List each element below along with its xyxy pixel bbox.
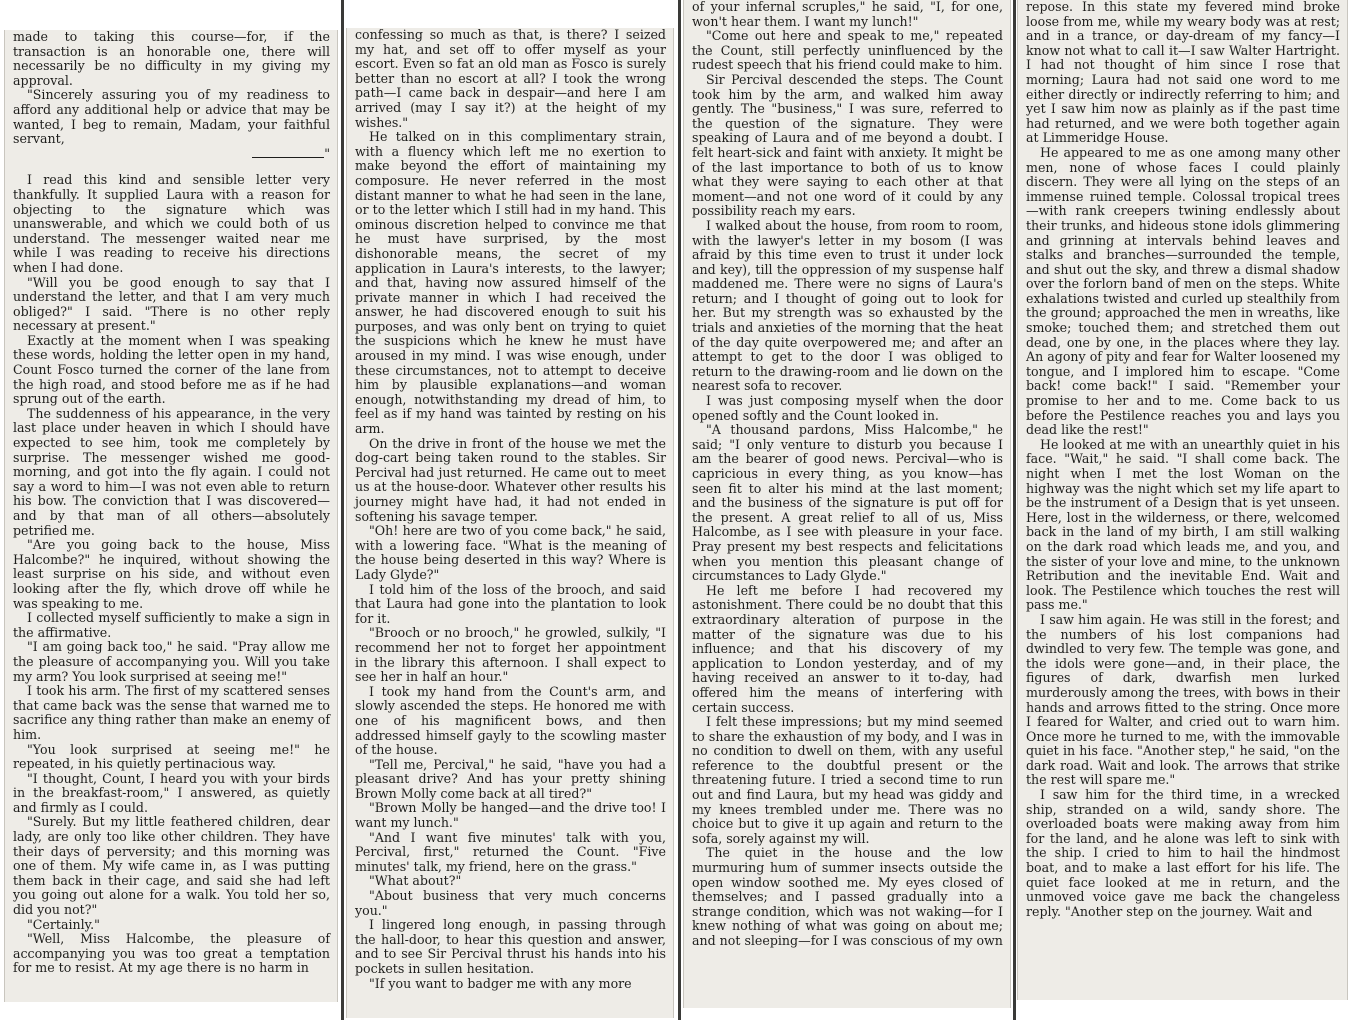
signature-line: " (13, 147, 330, 162)
paragraph: He looked at me with an unearthly quiet in his face. "Wait," he said. "I shall come back. The night when I met the lost Woman on the highway was the night which set my life apart to be the instrument of a Design that is yet unseen. Here, lost in the wilderness, or there, welcomed back in the land of my birth, I am still walking on the dark road which leads me, and you, and the sister of your love and mine, to the unknown Retribution and the inevitable End. Wait and look. The Pestilence which touches the rest will pass me." (1026, 436, 1340, 613)
signature-blank (252, 157, 324, 158)
paragraph: "If you want to badger me with any more (369, 975, 632, 991)
paragraph: made to taking this course—for, if the transaction is an honorable one, there will necessarily be no difficulty in my giving my approval. (13, 30, 330, 88)
paragraph: of your infernal scruples," he said, "I, for one, won't hear them. I want my lunch!" (692, 0, 1003, 29)
paragraph: He talked on in this complimentary strain, with a fluency which left me no exertion to make beyond the effort of maintaining my composure. He never referred in the most distant manner to what he had seen in the lane, or to the letter which I still had in my hand. This ominous discretion helped to convince me that he must have surprised, by the most dishonorable means, the secret of my application in Laura's interests, to the lawyer; and that, having now assured himself of the private manner in which I had received the answer, he had discovered enough to suit his purposes, and was only bent on trying to quiet the suspicions which he knew he must have aroused in my mind. I was wise enough, under these circumstances, not to attempt to deceive him by plausible explanations—and woman enough, notwithstanding my dread of him, to feel as if my hand was tainted by resting on his arm. (355, 129, 666, 437)
paragraph: "Well, Miss Halcombe, the pleasure of accompanying you was too great a temptation for me to resist. At my age there is no harm in (13, 931, 330, 976)
paragraph: I lingered long enough, in passing through the hall-door, to hear this question and answer, and to see Sir Percival thrust his hands into his pockets in sullen hesitation. (355, 917, 666, 976)
paragraph: "Certainly." (27, 916, 100, 932)
paragraph: "You look surprised at seeing me!" he repeated, in his quietly pertinacious way. (13, 741, 330, 772)
paragraph: "And I want five minutes' talk with you, Percival, first," returned the Count. "Five minutes' talk, my friend, here on the grass." (355, 829, 666, 874)
paragraph: "Brown Molly be hanged—and the drive too! I want my lunch." (355, 800, 666, 831)
column-rule (341, 0, 344, 1020)
paragraph: I saw him for the third time, in a wrecked ship, stranded on a wild, sandy shore. The overloaded boats were making away from him for the land, and he alone was left to sink with the ship. I cried to him to hail the hindmost boat, and to make a last effort for his life. The quiet face looked at me in return, and the unmoved voice gave me back the changeless reply. "Another step on the journey. Wait and (1026, 787, 1340, 919)
paragraph: "I am going back too," he said. "Pray allow me the pleasure of accompanying you. Will you take my arm? You look surprised at seeing me!" (13, 639, 330, 684)
column-rule (1013, 0, 1016, 1020)
paragraph: "Come out here and speak to me," repeated the Count, still perfectly uninfluenced by the rudest speech that his friend could make to him. (692, 28, 1003, 73)
paragraph: "About business that very much concerns you." (355, 888, 666, 918)
paragraph: I took my hand from the Count's arm, and slowly ascended the steps. He honored me with one of his magnificent bows, and then addressed himself gayly to the scowling master of the house. (355, 683, 666, 758)
paragraph: I saw him again. He was still in the forest; and the numbers of his lost companions had dwindled to very few. The temple was gone, and the idols were gone—and, in their place, the figures of dark, dwarfish men lurked murderously among the trees, with bows in their hands and arrows fitted to the string. Once more I feared for Walter, and cried out to warn him. Once more he turned to me, with the immovable quiet in his face. "Another step," he said, "on the dark road. Wait and look. The arrows that strike the rest will spare me." (1026, 611, 1340, 788)
text-column-3 (683, 0, 1011, 1008)
paragraph: I collected myself sufficiently to make a sign in the affirmative. (13, 610, 330, 640)
paragraph: "A thousand pardons, Miss Halcombe," he said; "I only venture to disturb you because I am the bearer of good news. Percival—who is capricious in every thing, as you know—has seen fit to alter his mind at the last moment; and the business of the signature is put off for the present. A great relief to all of us, Miss Halcombe, as I see with pleasure in your face. Pray present my best respects and felicitations when you mention this pleasant change of circumstances to Lady Glyde." (692, 422, 1003, 584)
paragraph: The quiet in the house and the low murmuring hum of summer insects outside the open window soothed me. My eyes closed of themselves; and I passed gradually into a strange condition, which was not waking—for I knew nothing of what was going on about me; and not sleeping—for I was conscious of my own (692, 845, 1003, 948)
paragraph: "What about?" (369, 873, 462, 889)
paragraph: I walked about the house, from room to room, with the lawyer's letter in my bosom (I was afraid by this time even to trust it under lock and key), till the oppression of my suspense half maddened me. There were no signs of Laura's return; and I thought of going out to look for her. But my strength was so exhausted by the trials and anxieties of the morning that the heat of the day quite overpowered me; and after an attempt to get to the door I was obliged to return to the drawing-room and lie down on the nearest sofa to recover. (692, 217, 1003, 394)
paragraph: repose. In this state my fevered mind broke loose from me, while my weary body was at rest; and in a trance, or day-dream of my fancy—I know not what to call it—I saw Walter Hartright. I had not thought of him since I rose that morning; Laura had not said one word to me either directly or indirectly referring to him; and yet I saw him now as plainly as if the past time had returned, and we were both together again at Limmeridge House. (1026, 0, 1340, 146)
paragraph: I took his arm. The first of my scattered senses that came back was the sense that warned me to sacrifice any thing rather than make an enemy of him. (13, 683, 330, 742)
paragraph: Sir Percival descended the steps. The Count took him by the arm, and walked him away gently. The "business," I was sure, referred to the question of the signature. They were speaking of Laura and of me beyond a doubt. I felt heart-sick and faint with anxiety. It might be of the last importance to both of us to know what they were saying to each other at that moment—and not one word of it could by any possibility reach my ears. (692, 71, 1003, 219)
paragraph: "Tell me, Percival," he said, "have you had a pleasant drive? And has your pretty shining Brown Molly come back at all tired?" (355, 756, 666, 801)
paragraph: He appeared to me as one among many other men, none of whose faces I could plainly discern. They were all lying on the steps of an immense ruined temple. Colossal tropical trees—with rank creepers twining endlessly about their trunks, and hideous stone idols glimmering and grinning at intervals behind leaves and stalks and branches—surrounded the temple, and shut out the sky, and threw a dismal shadow over the forlorn band of men on the steps. White exhalations twisted and curled up stealthily from the ground; approached the men in wreaths, like smoke; touched them; and stretched them out dead, one by one, in the places where they lay. An agony of pity and fear for Walter loosened my tongue, and I implored him to escape. "Come back! come back!" I said. "Remember your promise to her and to me. Come back to us before the Pestilence reaches you and lays you dead like the rest!" (1026, 144, 1340, 438)
column-rule (678, 0, 681, 1020)
paragraph: I felt these impressions; but my mind seemed to share the exhaustion of my body, and I was in no condition to dwell on them, with any useful reference to the doubtful present or the threatening future. I tried a second time to run out and find Laura, but my head was giddy and my knees trembled under me. There was no choice but to give it up again and return to the sofa, sorely against my will. (692, 714, 1003, 846)
text-column-1 (4, 30, 338, 1002)
paragraph: "Sincerely assuring you of my readiness to afford any additional help or advice that may be wanted, I beg to remain, Madam, your faithful servant, (13, 87, 330, 147)
paragraph: confessing so much as that, is there? I seized my hat, and set off to offer myself as your escort. Even so fat an old man as Fosco is surely better than no escort at all? I took the wrong path—I came back in despair—and here I am arrived (may I say it?) at the height of my wishes." (355, 28, 666, 130)
text-column-2 (346, 28, 674, 1018)
paragraph: On the drive in front of the house we met the dog-cart being taken round to the stables. Sir Percival had just returned. He came out to meet us at the house-door. Whatever other results his journey might have had, it had not ended in softening his savage temper. (355, 435, 666, 524)
paragraph: "Surely. But my little feathered children, dear lady, are only too like other children. They have their days of perversity; and this morning was one of them. My wife came in, as I was putting them back in their cage, and said she had left you going out alone for a walk. You told her so, did you not?" (13, 814, 330, 918)
paragraph: "Will you be good enough to say that I understand the letter, and that I am very much obliged?" I said. "There is no other reply necessary at present." (13, 274, 330, 334)
text-column-4 (1017, 0, 1348, 1000)
paragraph: Exactly at the moment when I was speaking these words, holding the letter open in my hand, Count Fosco turned the corner of the lane from the high road, and stood before me as if he had sprung out of the earth. (13, 332, 330, 407)
paragraph: "Are you going back to the house, Miss Halcombe?" he inquired, without showing the least surprise on his side, and without even looking after the fly, which drove off while he was speaking to me. (13, 537, 330, 611)
paragraph: The suddenness of his appearance, in the very last place under heaven in which I should have expected to see him, took me completely by surprise. The messenger wished me good-morning, and got into the fly again. I could not say a word to him—I was not even able to return his bow. The conviction that I was discovered—and by that man of all others—absolutely petrified me. (13, 405, 330, 538)
paragraph: "Oh! here are two of you come back," he said, with a lowering face. "What is the meaning of the house being deserted in this way? Where is Lady Glyde?" (355, 523, 666, 582)
paragraph: I was just composing myself when the door opened softly and the Count looked in. (692, 393, 1003, 423)
paragraph: "I thought, Count, I heard you with your birds in the breakfast-room," I answered, as quietly and firmly as I could. (13, 770, 330, 815)
paragraph: "Brooch or no brooch," he growled, sulkily, "I recommend her not to forget her appointment in the library this afternoon. I shall expect to see her in half an hour." (355, 625, 666, 685)
paragraph: He left me before I had recovered my astonishment. There could be no doubt that this extraordinary alteration of purpose in the matter of the signature was due to his influence; and that his discovery of my application to London yesterday, and of my having received an answer to it to-day, had offered him the means of interfering with certain success. (692, 582, 1003, 715)
paragraph: I read this kind and sensible letter very thankfully. It supplied Laura with a reason for objecting to the signature which was unanswerable, and which we could both of us understand. The messenger waited near me while I was reading to receive his directions when I had done. (13, 172, 330, 275)
paragraph: I told him of the loss of the brooch, and said that Laura had gone into the plantation to look for it. (355, 581, 666, 626)
